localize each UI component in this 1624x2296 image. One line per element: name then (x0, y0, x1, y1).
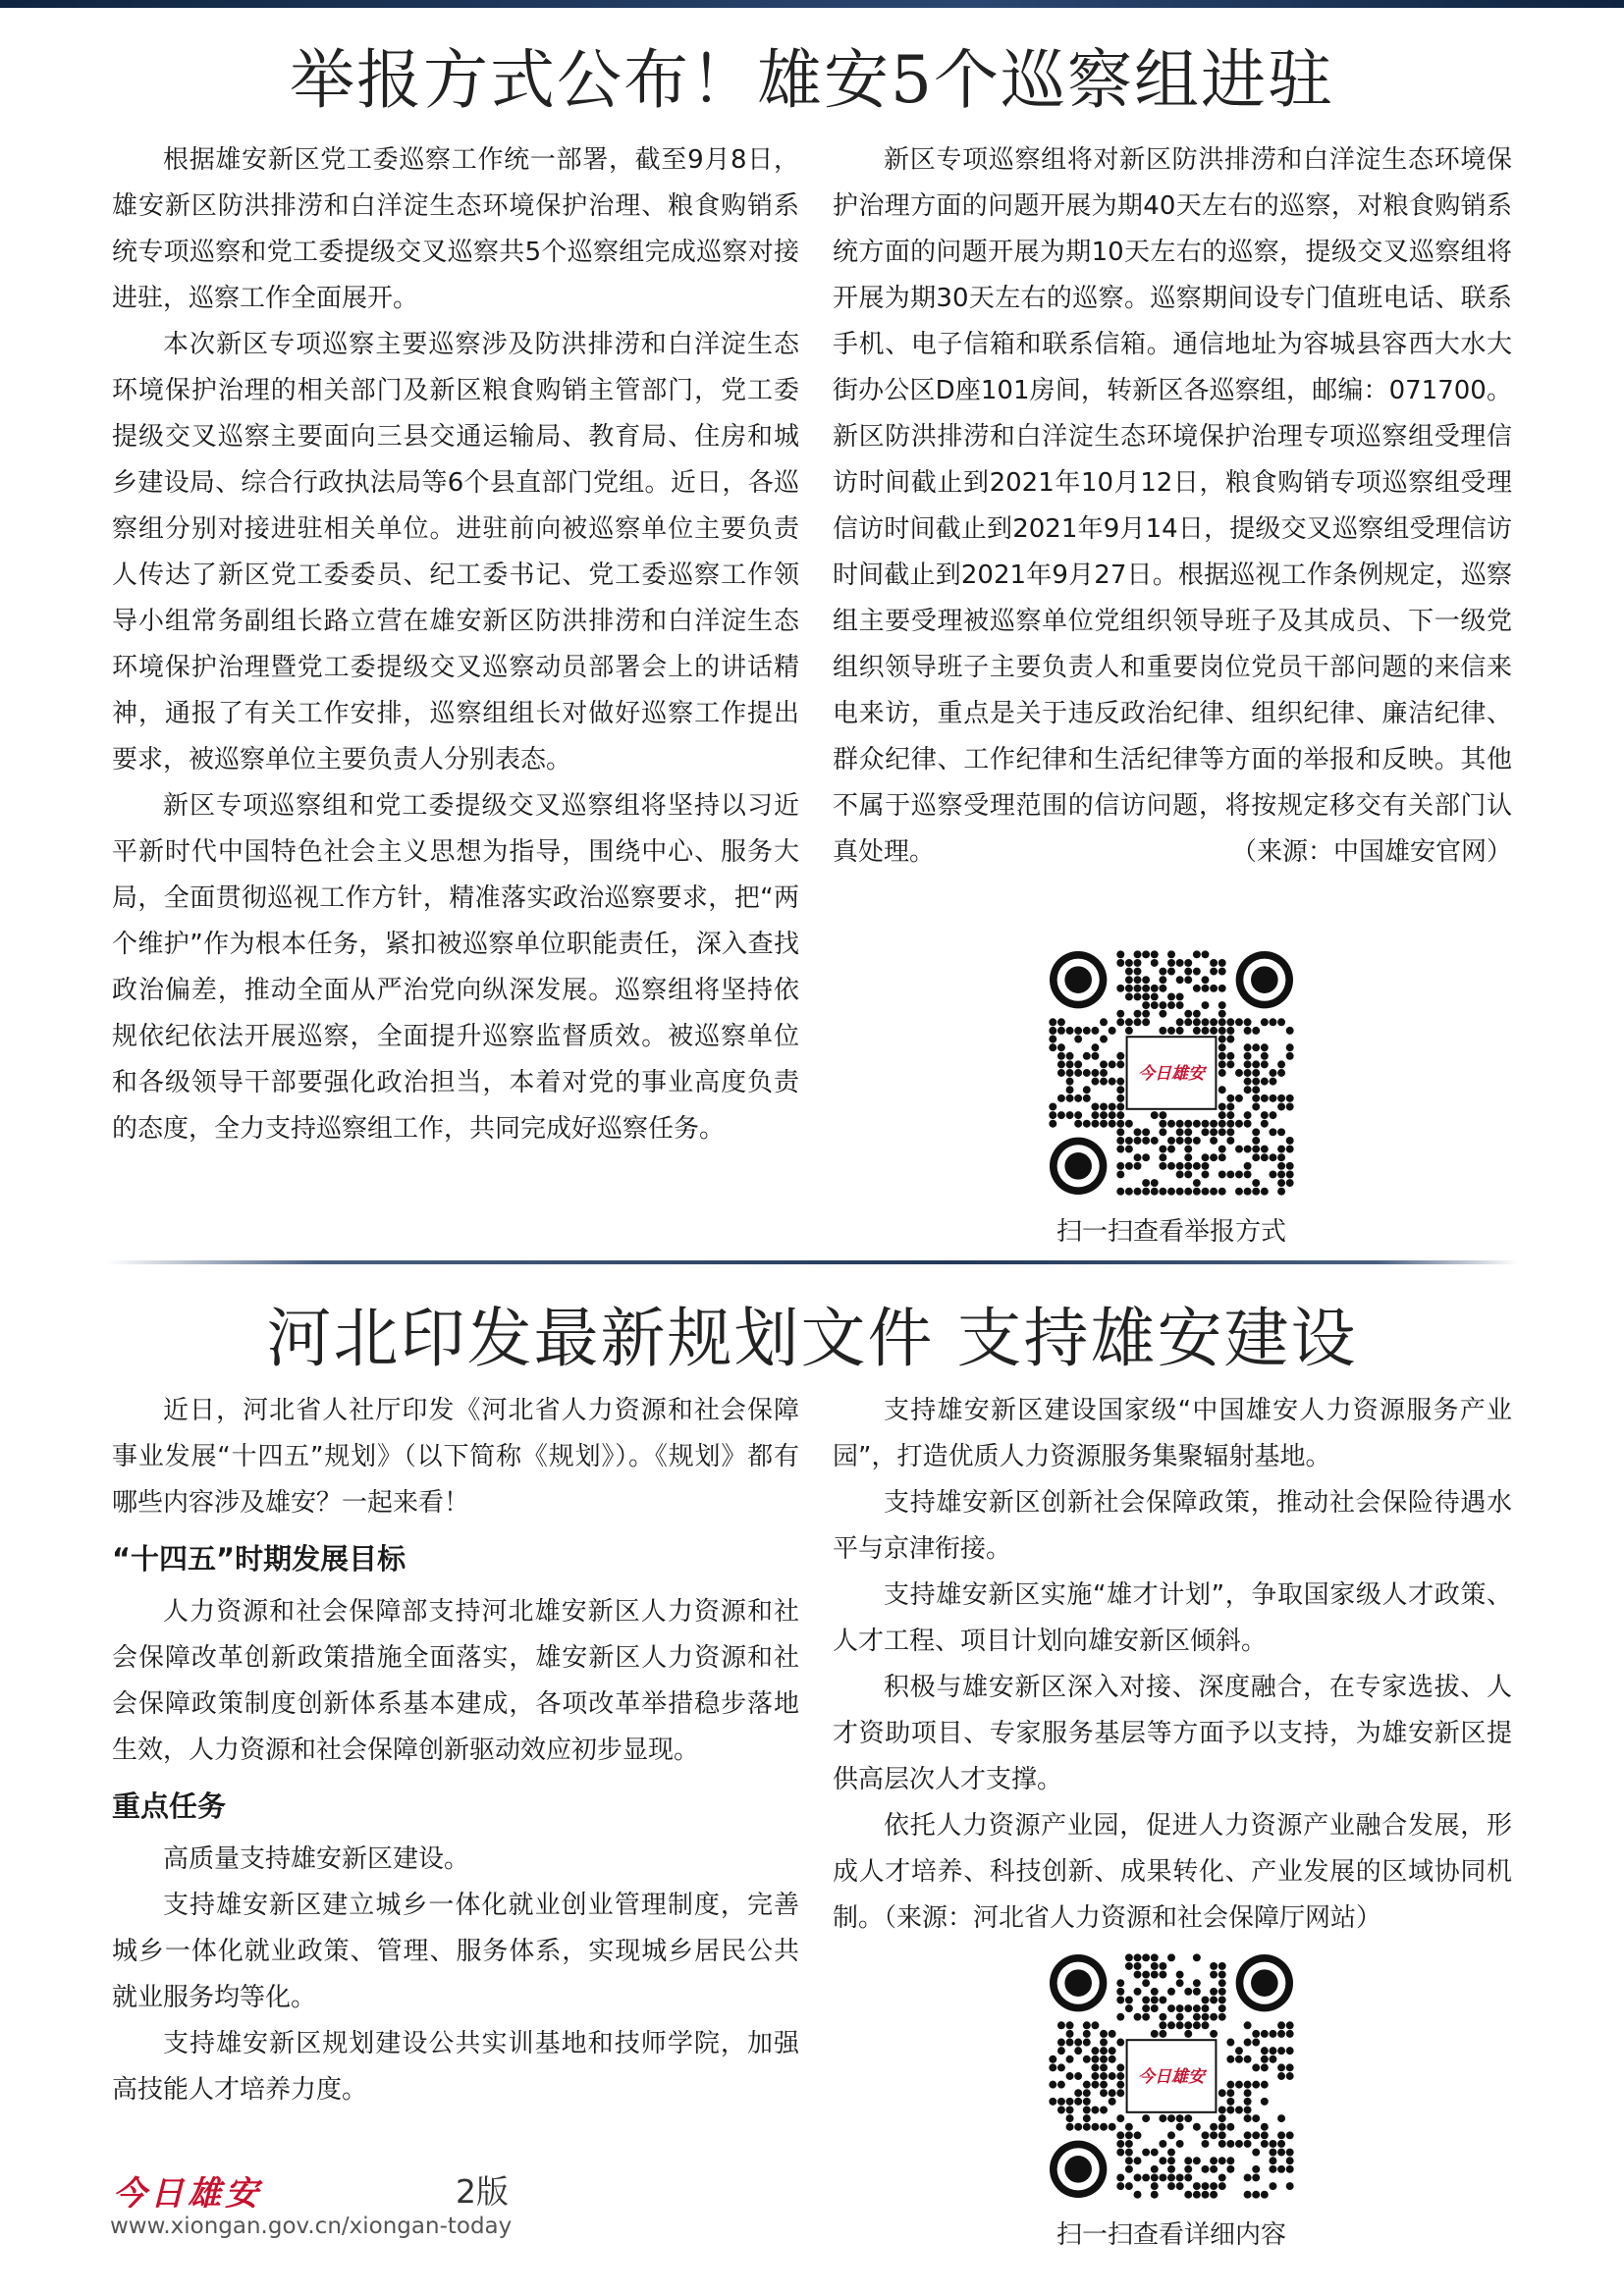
page-number: 2版 (456, 2172, 509, 2211)
top-rule (0, 0, 1624, 8)
task-item: 支持雄安新区规划建设公共实训基地和技师学院，加强高技能人才培养力度。 (112, 2029, 799, 2105)
svg-text:今日雄安: 今日雄安 (1138, 1064, 1205, 1084)
qr-code-report[interactable] (1049, 950, 1294, 1196)
task-item: 依托人力资源产业园，促进人力资源产业融合发展，形成人才培养、科技创新、成果转化、产业发展的区域协同机制。（来源：河北省人力资源和社会保障厅网站） (833, 1811, 1512, 1933)
qr-caption-details: 扫一扫查看详细内容 (1056, 2220, 1286, 2250)
article2-goal: 人力资源和社会保障部支持河北雄安新区人力资源和社会保障改革创新政策措施全面落实，雄安新区人力资源和社会保障政策制度创新体系基本建成，各项改革举措稳步落地生效，人力资源和社会保障创新驱动效应初步显现。 (112, 1597, 799, 1765)
article2-intro: 近日，河北省人社厅印发《河北省人力资源和社会保障事业发展“十四五”规划》（以下简称《规划》）。《规划》都有哪些内容涉及雄安？一起来看！ (112, 1396, 799, 1518)
qr-code-image (1049, 950, 1294, 1196)
task-item: 支持雄安新区建设国家级“中国雄安人力资源服务产业园”，打造优质人力资源服务集聚辐射基地。 (833, 1396, 1512, 1471)
task-item: 高质量支持雄安新区建设。 (163, 1844, 470, 1874)
article1-paragraph: 本次新区专项巡察主要巡察涉及防洪排涝和白洋淀生态环境保护治理的相关部门及新区粮食购销主管部门，党工委提级交叉巡察主要面向三县交通运输局、教育局、住房和城乡建设局、综合行政执法局等6个县直部门党组。近日，各巡察组分别对接进驻相关单位。进驻前向被巡察单位主要负责人传达了新区党工委委员、纪工委书记、党工委巡察工作领导小组常务副组长路立营在雄安新区防洪排涝和白洋淀生态环境保护治理暨党工委提级交叉巡察动员部署会上的讲话精神，通报了有关工作安排，巡察组组长对做好巡察工作提出要求，被巡察单位主要负责人分别表态。 (112, 330, 799, 774)
article1-paragraph: 新区专项巡察组将对新区防洪排涝和白洋淀生态环境保护治理方面的问题开展为期40天左右的巡察，对粮食购销系统方面的问题开展为期10天左右的巡察，提级交叉巡察组将开展为期30天左右的巡察。巡察期间设专门值班电话、联系手机、电子信箱和联系信箱。通信地址为容城县容西大水大街办公区D座101房间，转新区各巡察组，邮编：071700。新区防洪排涝和白洋淀生态环境保护治理专项巡察组受理信访时间截止到2021年10月12日，粮食购销专项巡察组受理信访时间截止到2021年9月14日，提级交叉巡察组受理信访时间截止到2021年9月27日。根据巡视工作条例规定，巡察组主要受理被巡察单位党组织领导班子及其成员、下一级党组织领导班子主要负责人和重要岗位党员干部问题的来信来电来访，重点是关于违反政治纪律、组织纪律、廉洁纪律、群众纪律、工作纪律和生活纪律等方面的举报和反映。其他不属于巡察受理范围的信访问题，将按规定移交有关部门认真处理。 （来源：中国雄安官网） (833, 137, 1512, 876)
section-heading-tasks: 重点任务 (112, 1789, 227, 1823)
article1-right-column (833, 137, 1512, 876)
article1-headline: 举报方式公布！雄安5个巡察组进驻 (290, 42, 1334, 118)
task-item: 积极与雄安新区深入对接、深度融合，在专家选拔、人才资助项目、专家服务基层等方面予以支持，为雄安新区提供高层次人才支撑。 (833, 1673, 1512, 1794)
task-item: 支持雄安新区创新社会保障政策，推动社会保险待遇水平与京津衔接。 (833, 1488, 1512, 1564)
article1-left-column (112, 137, 799, 1152)
article2-right-column (833, 1388, 1512, 1942)
article2-headline: 河北印发最新规划文件 支持雄安建设 (266, 1301, 1358, 1376)
svg-text:今日雄安: 今日雄安 (1138, 2067, 1205, 2087)
article1-source: （来源：中国雄安官网） (1230, 837, 1512, 867)
article1-paragraph: 根据雄安新区党工委巡察工作统一部署，截至9月8日，雄安新区防洪排涝和白洋淀生态环境保护治理、粮食购销系统专项巡察和党工委提级交叉巡察共5个巡察组完成巡察对接进驻，巡察工作全面展开。 (112, 145, 799, 313)
article2-source: （来源：河北省人力资源和社会保障厅网站） (884, 1903, 1382, 1933)
task-item: 支持雄安新区建立城乡一体化就业创业管理制度，完善城乡一体化就业政策、管理、服务体系，实现城乡居民公共就业服务均等化。 (112, 1891, 799, 2012)
publication-logo: 今日雄安 (113, 2174, 262, 2214)
qr-caption-report: 扫一扫查看举报方式 (1056, 1217, 1286, 1247)
task-item: 支持雄安新区实施“雄才计划”，争取国家级人才政策、人才工程、项目计划向雄安新区倾斜。 (833, 1580, 1512, 1656)
qr-code-image (1049, 1953, 1294, 2199)
section-heading-goals: “十四五”时期发展目标 (112, 1542, 406, 1575)
qr-code-details[interactable] (1049, 1953, 1294, 2199)
article2-left-column (112, 1388, 799, 2113)
article1-paragraph: 新区专项巡察组和党工委提级交叉巡察组将坚持以习近平新时代中国特色社会主义思想为指导，围绕中心、服务大局，全面贯彻巡视工作方针，精准落实政治巡察要求，把“两个维护”作为根本任务，紧扣被巡察单位职能责任，深入查找政治偏差，推动全面从严治党向纵深发展。巡察组将坚持依规依纪依法开展巡察，全面提升巡察监督质效。被巡察单位和各级领导干部要强化政治担当，本着对党的事业高度负责的态度，全力支持巡察组工作，共同完成好巡察任务。 (112, 791, 799, 1144)
section-divider (106, 1260, 1518, 1264)
website-link[interactable]: www.xiongan.gov.cn/xiongan-today (110, 2214, 513, 2239)
